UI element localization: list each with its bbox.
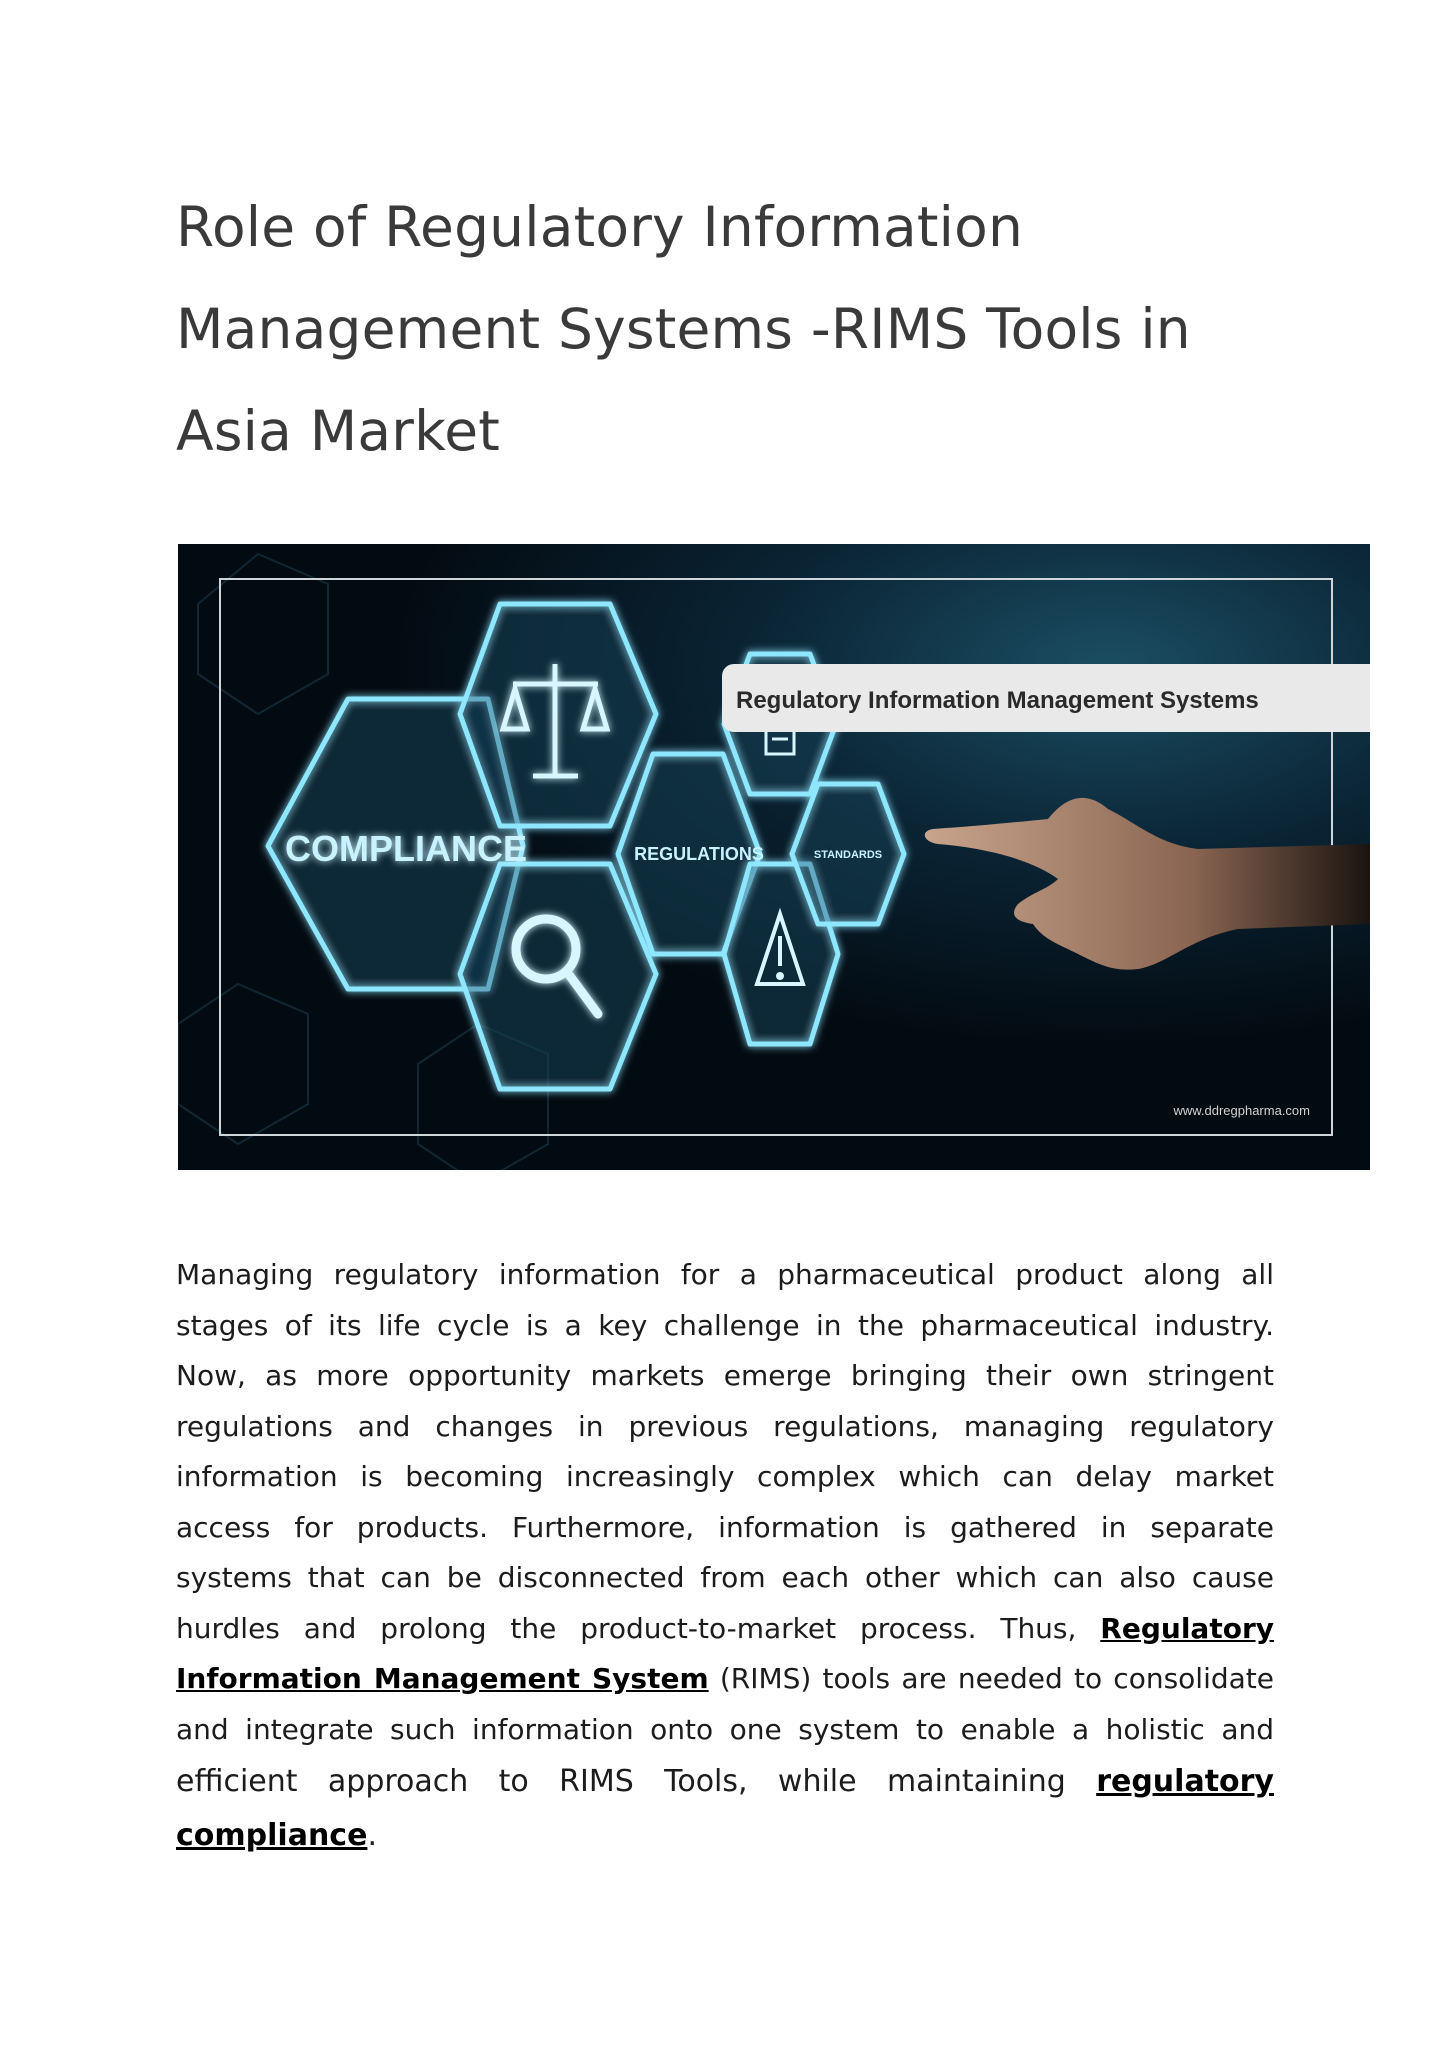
title-line-2: Management Systems -RIMS Tools in xyxy=(176,297,1191,361)
compliance-label: COMPLIANCE xyxy=(285,828,527,869)
title-line-1: Role of Regulatory Information xyxy=(176,195,1024,259)
paragraph-line: Managing regulatory information for a pharmaceutical product along all xyxy=(176,1258,1274,1291)
paragraph-line: access for products. Furthermore, information is gathered in separate xyxy=(176,1510,1274,1544)
regulatory-compliance-link[interactable]: regulatory xyxy=(1096,1764,1274,1799)
paragraph-line: stages of its life cycle is a key challenge in the pharmaceutical industry. xyxy=(176,1308,1274,1342)
paragraph-text: hurdles and prolong the product-to-market process. Thus, xyxy=(176,1611,1077,1645)
watermark: www.ddregpharma.com xyxy=(1173,1103,1310,1118)
banner-text: Regulatory Information Management Systems xyxy=(736,687,1259,714)
standards-label: STANDARDS xyxy=(813,849,883,861)
rims-link[interactable]: Regulatory xyxy=(1100,1611,1274,1645)
paragraph-text: (RIMS) tools are needed to consolidate xyxy=(719,1662,1274,1695)
paragraph-text: . xyxy=(367,1818,377,1853)
paragraph-line xyxy=(176,1809,1274,1863)
paragraph-line: information is becoming increasingly complex which can delay market xyxy=(176,1460,1274,1493)
regulatory-compliance-link-continued[interactable]: compliance xyxy=(176,1818,368,1853)
paragraph-line: regulations and changes in previous regulations, managing regulatory xyxy=(176,1409,1274,1443)
regulations-label: REGULATIONS xyxy=(634,844,764,864)
paragraph-line: and integrate such information onto one system to enable a holistic and xyxy=(176,1712,1274,1746)
rims-link-continued[interactable]: Information Management System xyxy=(176,1662,709,1695)
page-title xyxy=(176,176,1276,482)
intro-paragraph xyxy=(176,1250,1274,1863)
paragraph-line: systems that can be disconnected from each other which can also cause xyxy=(176,1561,1274,1594)
paragraph-line xyxy=(176,1604,1274,1655)
paragraph-line: Now, as more opportunity markets emerge bringing their own stringent xyxy=(176,1359,1274,1392)
title-line-3: Asia Market xyxy=(176,399,501,463)
paragraph-line xyxy=(176,1654,1274,1705)
paragraph-line xyxy=(176,1755,1274,1809)
hero-image xyxy=(178,544,1370,1170)
paragraph-text: efficient approach to RIMS Tools, while maintaining xyxy=(176,1764,1066,1799)
hero-illustration xyxy=(178,544,1370,1170)
